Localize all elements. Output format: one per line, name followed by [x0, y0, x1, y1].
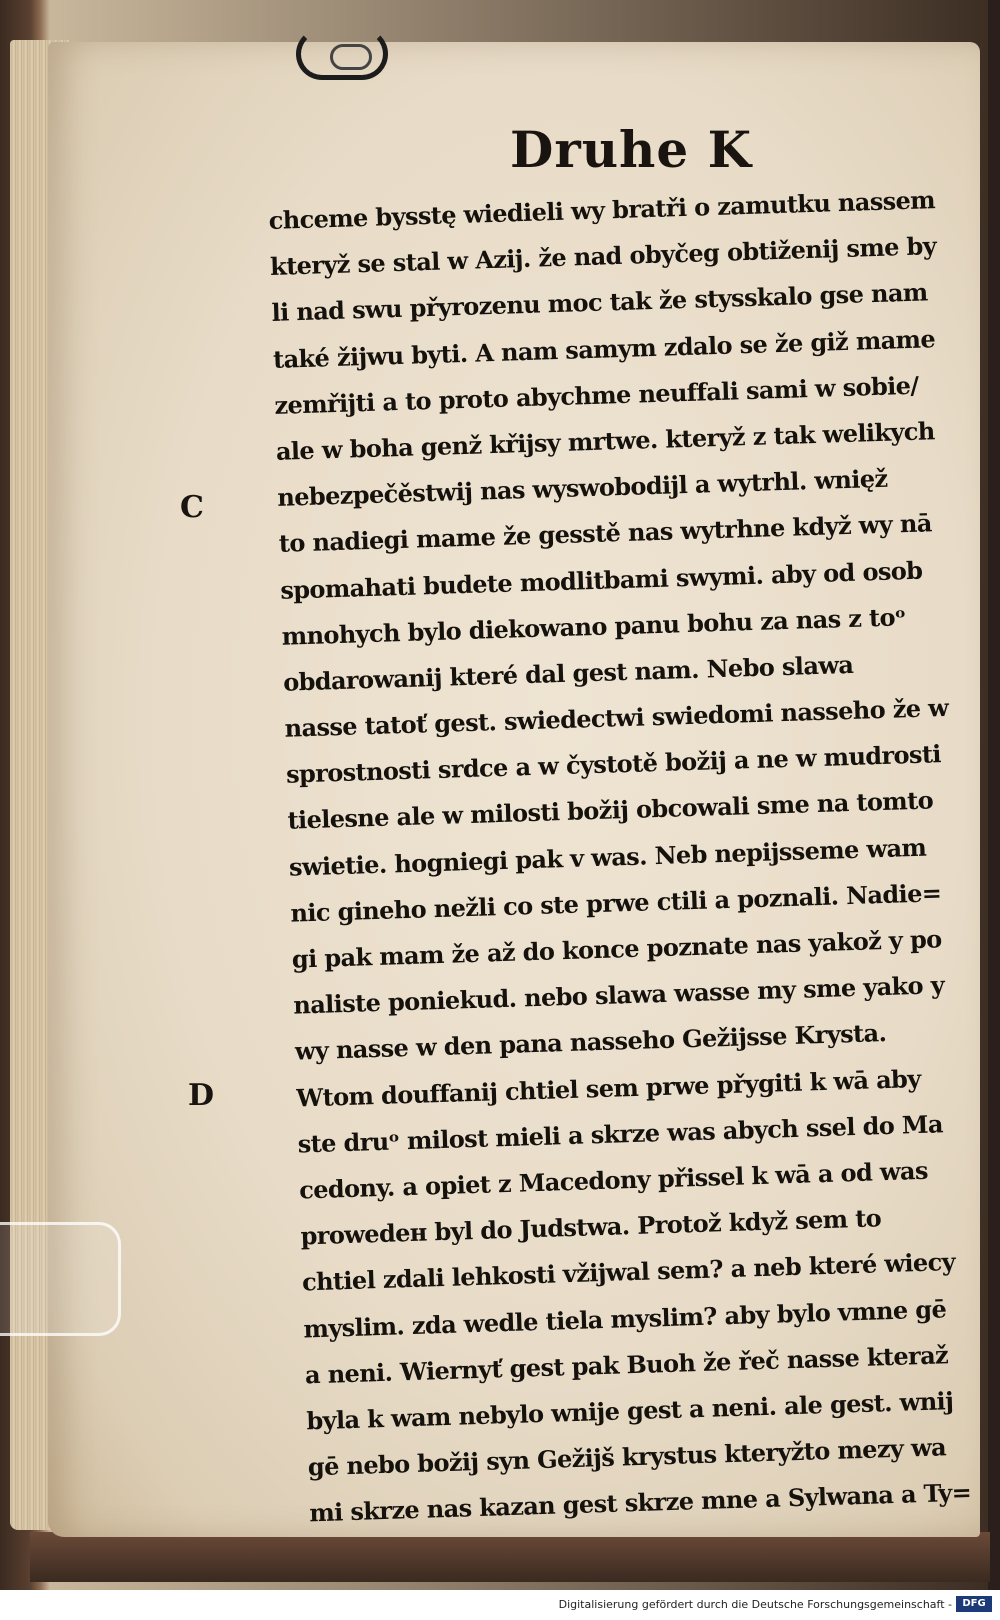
text-line: Wtom douffanij chtiel sem prwe přygiti k wā aby [295, 1063, 921, 1113]
book-cover-edge [988, 0, 1000, 1590]
text-line: chtiel zdali lehkosti vžijwal sem? a neb které wiecy [301, 1247, 956, 1297]
text-line: sprostnosti srdce a w čystotě božij a ne w mudrosti [285, 739, 942, 789]
page-heading: Druhe K [510, 120, 753, 179]
book-cover-bottom [30, 1532, 990, 1582]
text-line: myslim. zda wedle tiela myslim? aby bylo vmne gē [303, 1293, 947, 1343]
text-line: swietie. hogniegi pak v was. Neb nepijssеme wam [288, 832, 927, 882]
text-line: wy nasse w den pana nasseho Gežijsse Krysta. [294, 1018, 887, 1066]
text-line: ste druᵒ milost mieli a skrze was abych ssel do Ma [297, 1109, 944, 1159]
text-line: zemřijti a to proto abychme neuffali sami w sobie/ [274, 370, 919, 420]
footer-credit: Digitalisierung gefördert durch die Deutsche Forschungsgemeinschaft - [558, 1598, 952, 1611]
text-line: li nad swu přyrozenu moc tak že stysskalo gse nam [271, 277, 929, 328]
text-line: mi skrze nas kazan gest skrze mne a Sylwana a Ty= [308, 1477, 972, 1528]
text-line: ale w boha genž křijsy mrtwe. kteryž z tak welikych [275, 416, 936, 466]
margin-marker-d: D [188, 1078, 215, 1113]
text-line: mnohych bylo diekowano panu bohu za nas z toᵒ [281, 601, 906, 651]
text-line: tielesne ale w milosti božij obcowali sme na tomto [287, 785, 934, 836]
text-line: gē nebo božij syn Gežijš krystus kteryžto mezy wa [307, 1432, 947, 1482]
text-line: spomahati budete modlitbami swymi. aby od osob [279, 555, 923, 605]
text-line: naliste poniekud. nebo slawa wasse my sme yako y [292, 970, 945, 1020]
text-line: nic gineho nežli co ste prwe ctili a poznali. Nadie= [290, 878, 942, 928]
footer-bar [0, 1592, 1000, 1620]
text-line: kteryž se stal w Azij. že nad obyčeg obtiženij sme by [269, 231, 937, 282]
text-line: obdarowanij které dal gest nam. Nebo slawa [282, 649, 854, 697]
text-line: nebezpečěstwij nas wyswobodijl a wytrhl. wnięž [276, 463, 888, 512]
text-line: nasse tatoť gest. swiedectwi swiedomi nasseho že w [284, 692, 949, 743]
paper-clip-inner-icon [330, 44, 372, 70]
page-text-block [268, 177, 990, 1537]
text-line: cedony. a opiet z Macedony přissel k wā a od was [298, 1155, 929, 1205]
dfg-logo: DFG [956, 1596, 992, 1612]
text-line: a neni. Wiernyť gest pak Buoh že řeč nasse kteraž [304, 1339, 949, 1390]
text-line: to nadiegi mame že gesstě nas wytrhne když wy nā [278, 508, 933, 559]
text-line: prowedeн byl do Judstwa. Protož když sem to [300, 1203, 882, 1251]
text-line: chceme bysstę wiedieli wy bratři o zamutku nassem [268, 185, 936, 235]
text-line: gi pak mam že až do konce poznate nas yakož y po [291, 924, 942, 974]
margin-marker-c: C [180, 490, 204, 525]
text-line: byla k wam nebylo wnije gest a neni. ale gest. wnij [305, 1385, 954, 1436]
plastic-page-holder [0, 1222, 121, 1336]
text-line: také žijwu byti. A nam samym zdalo se že giž mame [272, 323, 936, 374]
